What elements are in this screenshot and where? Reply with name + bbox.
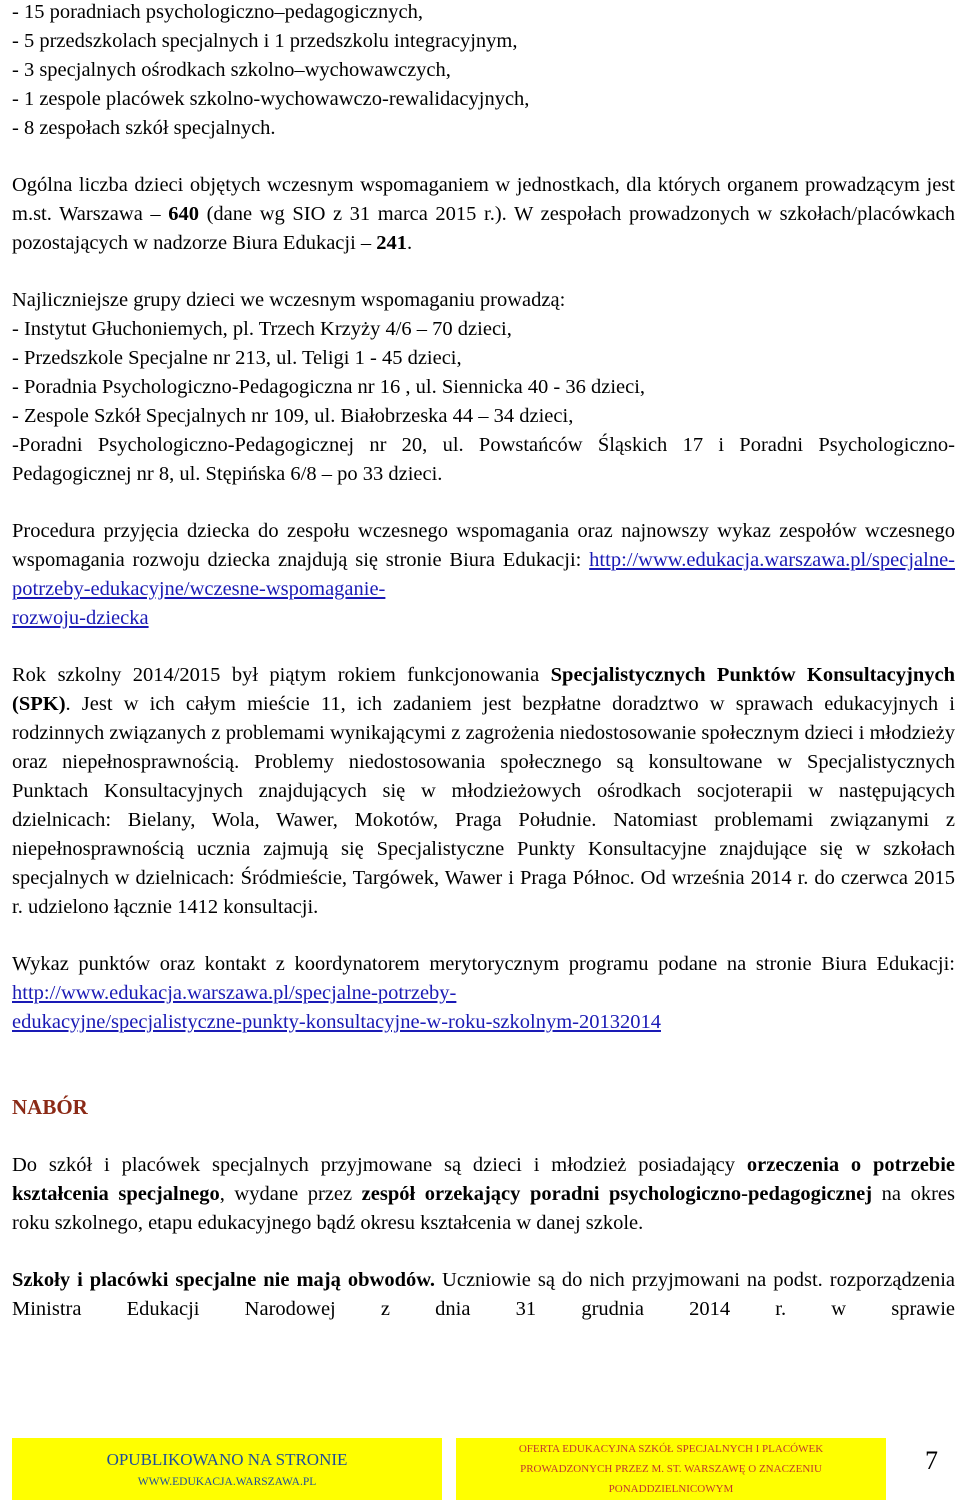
page-number: 7	[925, 1446, 938, 1475]
list-item: - 1 zespole placówek szkolno-wychowawczo-rewalidacyjnych,	[12, 88, 530, 110]
document-page	[12, 0, 955, 1324]
spk-paragraph: Rok szkolny 2014/2015 był piątym rokiem funkcjonowania Specjalistycznych Punktów Konsultacyjnych (SPK). Jest w ich całym mieście 11, ich zadaniem jest bezpłatne doradztwo w sprawach edukacyjnych i rodzinnych związanych z problemami wynikającymi z zagrożenia niedostosowanie społecznym dzieci i młodzieży oraz niepełnosprawnością. Problemy niedostosowania społecznego są konsultowane w Specjalistycznych Punktach Konsultacyjnych znajdujących się w młodzieżowych ośrodkach socjoterapii w następujących dzielnicach: Bielany, Wola, Wawer, Mokotów, Praga Południe. Natomiast problemami związanymi z niepełnosprawnością ucznia zajmują się Specjalistyczne Punkty Konsultacyjne znajdujące się w szkołach specjalnych w dzielnicach: Śródmieście, Targówek, Wawer i Praga Północ. Od września 2014 r. do czerwca 2015 r. udzielono łącznie 1412 konsultacji.	[12, 664, 955, 918]
list-item: - Zespole Szkół Specjalnych nr 109, ul. Białobrzeska 44 – 34 dzieci,	[12, 405, 574, 427]
procedure-paragraph: Procedura przyjęcia dziecka do zespołu wczesnego wspomagania oraz najnowszy wykaz zespołów wczesnego wspomagania rozwoju dziecka znajdują się stronie Biura Edukacji: http://www.edukacja.warszawa.pl/specjalne-potrzeby-edukacyjne/wczesne-wspomaganie- rozwoju-dziecka	[12, 520, 955, 629]
footer-document-title-box	[456, 1438, 886, 1500]
footer-website: WWW.EDUKACJA.WARSZAWA.PL	[137, 1476, 317, 1488]
list-item: - 8 zespołach szkół specjalnych.	[12, 117, 276, 139]
contact-paragraph: Wykaz punktów oraz kontakt z koordynatorem merytorycznym programu podane na stronie Biura Edukacji: http://www.edukacja.warszawa.pl/specjalne-potrzeby- edukacyjne/specjalistyczne-punkty-konsultacyjne-w-roku-szkolnym-20132014	[12, 953, 955, 1033]
admission-paragraph: Do szkół i placówek specjalnych przyjmowane są dzieci i młodzież posiadający orzeczenia o potrzebie kształcenia specjalnego, wydane przez zespół orzekający poradni psychologiczno-pedagogicznej na okres roku szkolnego, etapu edukacyjnego bądź okresu kształcenia w danej szkole.	[12, 1154, 955, 1234]
footer-title-line: PONADDZIELNICOWYM	[608, 1483, 734, 1495]
footer-publication-box	[12, 1438, 442, 1500]
list-item: -Poradni Psychologiczno-Pedagogicznej nr 20, ul. Powstańców Śląskich 17 i Poradni Psychologiczno-Pedagogicznej nr 8, ul. Stępińska 6/8 – po 33 dzieci.	[12, 434, 955, 485]
institution-list	[12, 0, 955, 143]
districts-paragraph: Szkoły i placówki specjalne nie mają obwodów. Uczniowie są do nich przyjmowani na podst. rozporządzenia Ministra Edukacji Narodowej z dnia 31 grudnia 2014 r. w sprawie	[12, 1269, 955, 1320]
list-item: - 3 specjalnych ośrodkach szkolno–wychowawczych,	[12, 59, 451, 81]
footer-title-line: OFERTA EDUKACYJNA SZKÓŁ SPECJALNYCH I PLACÓWEK	[518, 1443, 824, 1455]
footer-published-label: OPUBLIKOWANO NA STRONIE	[106, 1450, 348, 1469]
spk-list-link[interactable]: http://www.edukacja.warszawa.pl/specjalne-potrzeby- edukacyjne/specjalistyczne-punkty-konsultacyjne-w-roku-szkolnym-20132014	[12, 982, 661, 1033]
list-item: - Przedszkole Specjalne nr 213, ul. Teligi 1 - 45 dzieci,	[12, 347, 462, 369]
groups-intro: Najliczniejsze grupy dzieci we wczesnym wspomaganiu prowadzą:	[12, 289, 566, 311]
list-item: - 15 poradniach psychologiczno–pedagogicznych,	[12, 1, 424, 23]
children-count-paragraph: Ogólna liczba dzieci objętych wczesnym wspomaganiem w jednostkach, dla których organem prowadzącym jest m.st. Warszawa – 640 (dane wg SIO z 31 marca 2015 r.). W zespołach prowadzonych w szkołach/placówkach pozostających w nadzorze Biura Edukacji – 241.	[12, 174, 955, 254]
list-item: - 5 przedszkolach specjalnych i 1 przedszkolu integracyjnym,	[12, 30, 518, 52]
page-footer	[12, 1438, 955, 1500]
list-item: - Instytut Głuchoniemych, pl. Trzech Krzyży 4/6 – 70 dzieci,	[12, 318, 512, 340]
list-item: - Poradnia Psychologiczno-Pedagogiczna nr 16 , ul. Siennicka 40 - 36 dzieci,	[12, 376, 646, 398]
procedure-link[interactable]: http://www.edukacja.warszawa.pl/specjalne-potrzeby-edukacyjne/wczesne-wspomaganie- rozwoju-dziecka	[12, 549, 955, 629]
footer-title-line: PROWADZONYCH PRZEZ M. ST. WARSZAWĘ O ZNACZENIU	[520, 1463, 822, 1475]
largest-groups-list	[12, 286, 955, 489]
section-heading: NABÓR	[12, 1095, 88, 1119]
